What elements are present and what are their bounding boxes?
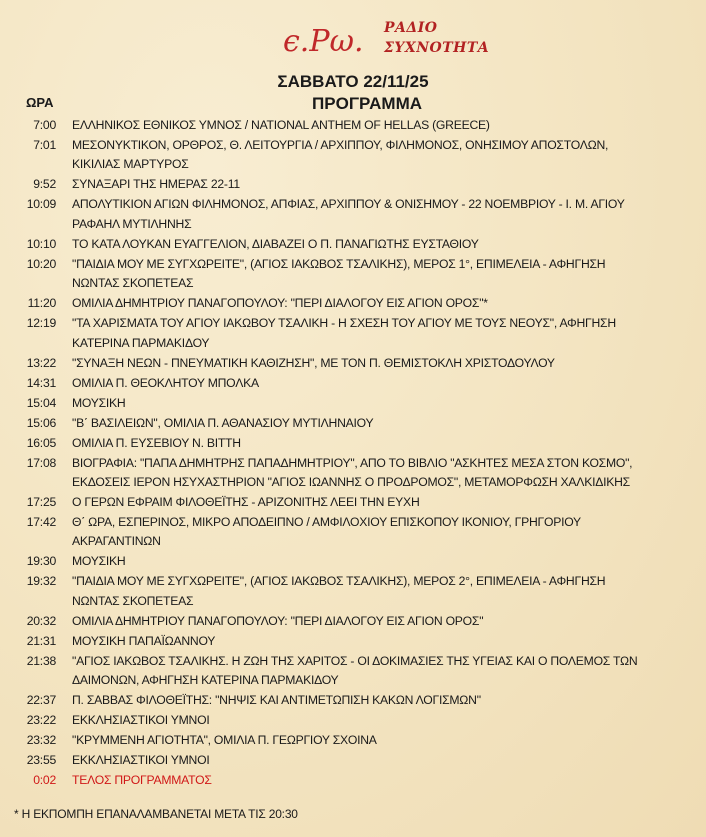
schedule-row xyxy=(0,454,706,493)
schedule-program: "ΚΡΥΜΜΕΝΗ ΑΓΙΟΤΗΤΑ", ΟΜΙΛΙΑ Π. ΓΕΩΡΓΙΟΥ ΣΧΟΙΝΑ xyxy=(72,733,377,748)
schedule-row xyxy=(0,136,706,175)
schedule-time: 13:22 xyxy=(26,355,56,370)
schedule-program: Π. ΣΑΒΒΑΣ ΦΙΛΟΘΕΪΤΗΣ: "ΝΗΨΙΣ ΚΑΙ ΑΝΤΙΜΕΤΩΠΙΣΗ ΚΑΚΩΝ ΛΟΓΙΣΜΩΝ" xyxy=(72,693,481,708)
schedule-time: 22:37 xyxy=(26,693,56,708)
schedule-time: 14:31 xyxy=(26,375,56,390)
schedule-row xyxy=(0,513,706,552)
schedule-program: ΟΜΙΛΙΑ Π. ΕΥΣΕΒΙΟΥ Ν. ΒΙΤΤΗ xyxy=(72,435,241,450)
schedule-program: ΜΟΥΣΙΚΗ xyxy=(72,554,126,569)
schedule-program: "ΠΑΙΔΙΑ ΜΟΥ ΜΕ ΣΥΓΧΩΡΕΙΤΕ", (ΑΓΙΟΣ ΙΑΚΩΒΟΣ ΤΣΑΛΙΚΗΣ), ΜΕΡΟΣ 2°, ΕΠΙΜΕΛΕΙΑ - ΑΦΗΓΗΣΗ ΝΩΝΤΑΣ ΣΚΟΠΕΤΕΑΣ xyxy=(72,574,606,608)
schedule-program: Ο ΓΕΡΩΝ ΕΦΡΑΙΜ ΦΙΛΟΘΕΪΤΗΣ - ΑΡΙΖΟΝΙΤΗΣ ΛΕΕΙ ΤΗΝ ΕΥΧΗ xyxy=(72,495,420,510)
schedule-time: 23:22 xyxy=(26,713,56,728)
schedule-row xyxy=(0,175,706,194)
schedule-row xyxy=(0,314,706,353)
schedule-program: ΕΛΛΗΝΙΚΟΣ ΕΘΝΙΚΟΣ ΥΜΝΟΣ / NATIONAL ANTHEM OF HELLAS (GREECE) xyxy=(72,118,490,132)
schedule-time: 21:38 xyxy=(26,653,56,668)
schedule-list xyxy=(0,116,706,791)
schedule-program: "ΣΥΝΑΞΗ ΝΕΩΝ - ΠΝΕΥΜΑΤΙΚΗ ΚΑΘΙΖΗΣΗ", ΜΕ ΤΟΝ Π. ΘΕΜΙΣΤΟΚΛΗ ΧΡΙΣΤΟΔΟΥΛΟΥ xyxy=(72,355,555,370)
schedule-time: 10:20 xyxy=(26,256,56,271)
schedule-row xyxy=(0,771,706,790)
schedule-row xyxy=(0,394,706,413)
schedule-program: ΑΠΟΛΥΤΙΚΙΟΝ ΑΓΙΩΝ ΦΙΛΗΜΟΝΟΣ, ΑΠΦΙΑΣ, ΑΡΧΙΠΠΟΥ & ΟΝΙΣΗΜΟΥ - 22 ΝΟΕΜΒΡΙΟΥ - Ι. Μ. ΑΓΙΟΥ ΡΑΦΑΗΛ ΜΥΤΙΛΗΝΗΣ xyxy=(72,197,625,231)
schedule-time: 23:55 xyxy=(26,753,56,768)
schedule-row xyxy=(0,632,706,651)
schedule-row xyxy=(0,751,706,770)
schedule-row xyxy=(0,374,706,393)
schedule-program: ΟΜΙΛΙΑ Π. ΘΕΟΚΛΗΤΟΥ ΜΠΟΛΚΑ xyxy=(72,375,259,390)
schedule-time: 12:19 xyxy=(26,316,56,331)
schedule-time: 21:31 xyxy=(26,633,56,648)
footnote: * Η ΕΚΠΟΜΠΗ ΕΠΑΝΑΛΑΜΒΑΝΕΤΑΙ ΜΕΤΑ ΤΙΣ 20:30 xyxy=(14,807,298,821)
schedule-program: ΟΜΙΛΙΑ ΔΗΜΗΤΡΙΟΥ ΠΑΝΑΓΟΠΟΥΛΟΥ: "ΠΕΡΙ ΔΙΑΛΟΓΟΥ ΕΙΣ ΑΓΙΟΝ ΟΡΟΣ" xyxy=(72,613,484,628)
schedule-row xyxy=(0,691,706,710)
schedule-row xyxy=(0,255,706,294)
schedule-program: ΒΙΟΓΡΑΦΙΑ: "ΠΑΠΑ ΔΗΜΗΤΡΗΣ ΠΑΠΑΔΗΜΗΤΡΙΟΥ", ΑΠΟ ΤΟ ΒΙΒΛΙΟ "ΑΣΚΗΤΕΣ ΜΕΣΑ ΣΤΟΝ ΚΟΣΜΟ", ΕΚΔΟΣΕΙΣ ΙΕΡΟΝ ΗΣΥΧΑΣΤΗΡΙΟΝ "ΑΓΙΟΣ ΙΩΑΝΝΗΣ Ο ΠΡΟΔΡΟΜΟΣ", ΜΕΤΑΜΟΡΦΩΣΗ ΧΑΛΚΙΔΙΚΗΣ xyxy=(72,455,633,490)
schedule-program: "ΤΑ ΧΑΡΙΣΜΑΤΑ ΤΟΥ ΑΓΙΟΥ ΙΑΚΩΒΟΥ ΤΣΑΛΙΚΗ - Η ΣΧΕΣΗ ΤΟΥ ΑΓΙΟΥ ΜΕ ΤΟΥΣ ΝΕΟΥΣ", ΑΦΗΓΗΣΗ ΚΑΤΕΡΙΝΑ ΠΑΡΜΑΚΙΔΟΥ xyxy=(72,316,616,350)
schedule-row xyxy=(0,572,706,611)
schedule-program: ΜΟΥΣΙΚΗ xyxy=(72,395,126,410)
schedule-row xyxy=(0,116,706,135)
schedule-time: 7:01 xyxy=(33,138,56,152)
schedule-program: "ΑΓΙΟΣ ΙΑΚΩΒΟΣ ΤΣΑΛΙΚΗΣ. Η ΖΩΗ ΤΗΣ ΧΑΡΙΤΟΣ - ΟΙ ΔΟΚΙΜΑΣΙΕΣ ΤΗΣ ΥΓΕΙΑΣ ΚΑΙ Ο ΠΟΛΕΜΟΣ ΤΩΝ ΔΑΙΜΟΝΩΝ, ΑΦΗΓΗΣΗ ΚΑΤΕΡΙΝΑ ΠΑΡΜΑΚΙΔΟΥ xyxy=(72,653,638,688)
schedule-time: 10:09 xyxy=(26,197,56,212)
schedule-time: 9:52 xyxy=(33,177,56,192)
schedule-program: ΜΕΣΟΝΥΚΤΙΚΟΝ, ΟΡΘΡΟΣ, Θ. ΛΕΙΤΟΥΡΓΙΑ / ΑΡΧΙΠΠΟΥ, ΦΙΛΗΜΟΝΟΣ, ΟΝΗΣΙΜΟΥ ΑΠΟΣΤΟΛΩΝ, ΚΙΚΙΛΙΑΣ ΜΑΡΤΥΡΟΣ xyxy=(72,138,609,172)
schedule-row xyxy=(0,652,706,691)
schedule-time: 19:32 xyxy=(26,574,56,589)
schedule-program: ΤΟ ΚΑΤΑ ΛΟΥΚΑΝ ΕΥΑΓΓΕΛΙΟΝ, ΔΙΑΒΑΖΕΙ Ο Π. ΠΑΝΑΓΙΩΤΗΣ ΕΥΣΤΑΘΙΟΥ xyxy=(72,236,479,251)
schedule-time: 17:42 xyxy=(26,515,56,530)
schedule-program: "ΠΑΙΔΙΑ ΜΟΥ ΜΕ ΣΥΓΧΩΡΕΙΤΕ", (ΑΓΙΟΣ ΙΑΚΩΒΟΣ ΤΣΑΛΙΚΗΣ), ΜΕΡΟΣ 1°, ΕΠΙΜΕΛΕΙΑ - ΑΦΗΓΗΣΗ ΝΩΝΤΑΣ ΣΚΟΠΕΤΕΑΣ xyxy=(72,256,606,291)
logo-line-1: ΡΑΔΙΟ xyxy=(384,20,438,36)
schedule-row xyxy=(0,195,706,234)
schedule-row xyxy=(0,354,706,373)
schedule-row xyxy=(0,434,706,453)
schedule-time: 15:04 xyxy=(26,395,56,410)
schedule-time: 16:05 xyxy=(26,435,56,450)
schedule-program: "Β΄ ΒΑΣΙΛΕΙΩΝ", ΟΜΙΛΙΑ Π. ΑΘΑΝΑΣΙΟΥ ΜΥΤΙΛΗΝΑΙΟΥ xyxy=(72,415,374,430)
schedule-time: 23:32 xyxy=(26,733,56,748)
time-column-header: ΩΡΑ xyxy=(26,95,54,110)
schedule-time: 10:10 xyxy=(26,236,56,251)
schedule-time: 11:20 xyxy=(27,296,56,311)
schedule-time: 17:25 xyxy=(26,495,56,510)
logo-text xyxy=(384,18,489,58)
schedule-program: ΜΟΥΣΙΚΗ ΠΑΠΑΪΩΑΝΝΟΥ xyxy=(72,633,216,648)
schedule-time: 15:06 xyxy=(26,415,56,430)
logo-line-2: ΣΥΧΝΟΤΗΤΑ xyxy=(384,40,490,56)
schedule-program: ΕΚΚΛΗΣΙΑΣΤΙΚΟΙ ΥΜΝΟΙ xyxy=(72,713,210,728)
schedule-row xyxy=(0,731,706,750)
schedule-row xyxy=(0,294,706,313)
schedule-row xyxy=(0,612,706,631)
schedule-row xyxy=(0,552,706,571)
page-title: ΠΡΟΓΡΑΜΜΑ xyxy=(312,94,423,113)
schedule-time: 7:00 xyxy=(33,118,56,132)
schedule-row xyxy=(0,414,706,433)
schedule-row xyxy=(0,493,706,512)
schedule-time: 17:08 xyxy=(26,455,56,470)
schedule-time: 19:30 xyxy=(26,554,56,569)
schedule-program: ΤΕΛΟΣ ΠΡΟΓΡΑΜΜΑΤΟΣ xyxy=(72,773,212,788)
schedule-date: ΣΑΒΒΑΤΟ 22/11/25 xyxy=(277,72,429,91)
schedule-row xyxy=(0,711,706,730)
schedule-time: 20:32 xyxy=(26,613,56,628)
schedule-time: 0:02 xyxy=(33,773,56,788)
logo-mark: є.Ρω. xyxy=(283,24,364,59)
schedule-row xyxy=(0,235,706,254)
schedule-program: Θ΄ ΩΡΑ, ΕΣΠΕΡΙΝΟΣ, ΜΙΚΡΟ ΑΠΟΔΕΙΠΝΟ / ΑΜΦΙΛΟΧΙΟΥ ΕΠΙΣΚΟΠΟΥ ΙΚΟΝΙΟΥ, ΓΡΗΓΟΡΙΟΥ ΑΚΡΑΓΑΝΤΙΝΩΝ xyxy=(72,515,581,549)
schedule-program: ΟΜΙΛΙΑ ΔΗΜΗΤΡΙΟΥ ΠΑΝΑΓΟΠΟΥΛΟΥ: "ΠΕΡΙ ΔΙΑΛΟΓΟΥ ΕΙΣ ΑΓΙΟΝ ΟΡΟΣ"* xyxy=(72,296,488,311)
schedule-program: ΣΥΝΑΞΑΡΙ ΤΗΣ ΗΜΕΡΑΣ 22-11 xyxy=(72,177,240,192)
schedule-program: ΕΚΚΛΗΣΙΑΣΤΙΚΟΙ ΥΜΝΟΙ xyxy=(72,753,210,768)
